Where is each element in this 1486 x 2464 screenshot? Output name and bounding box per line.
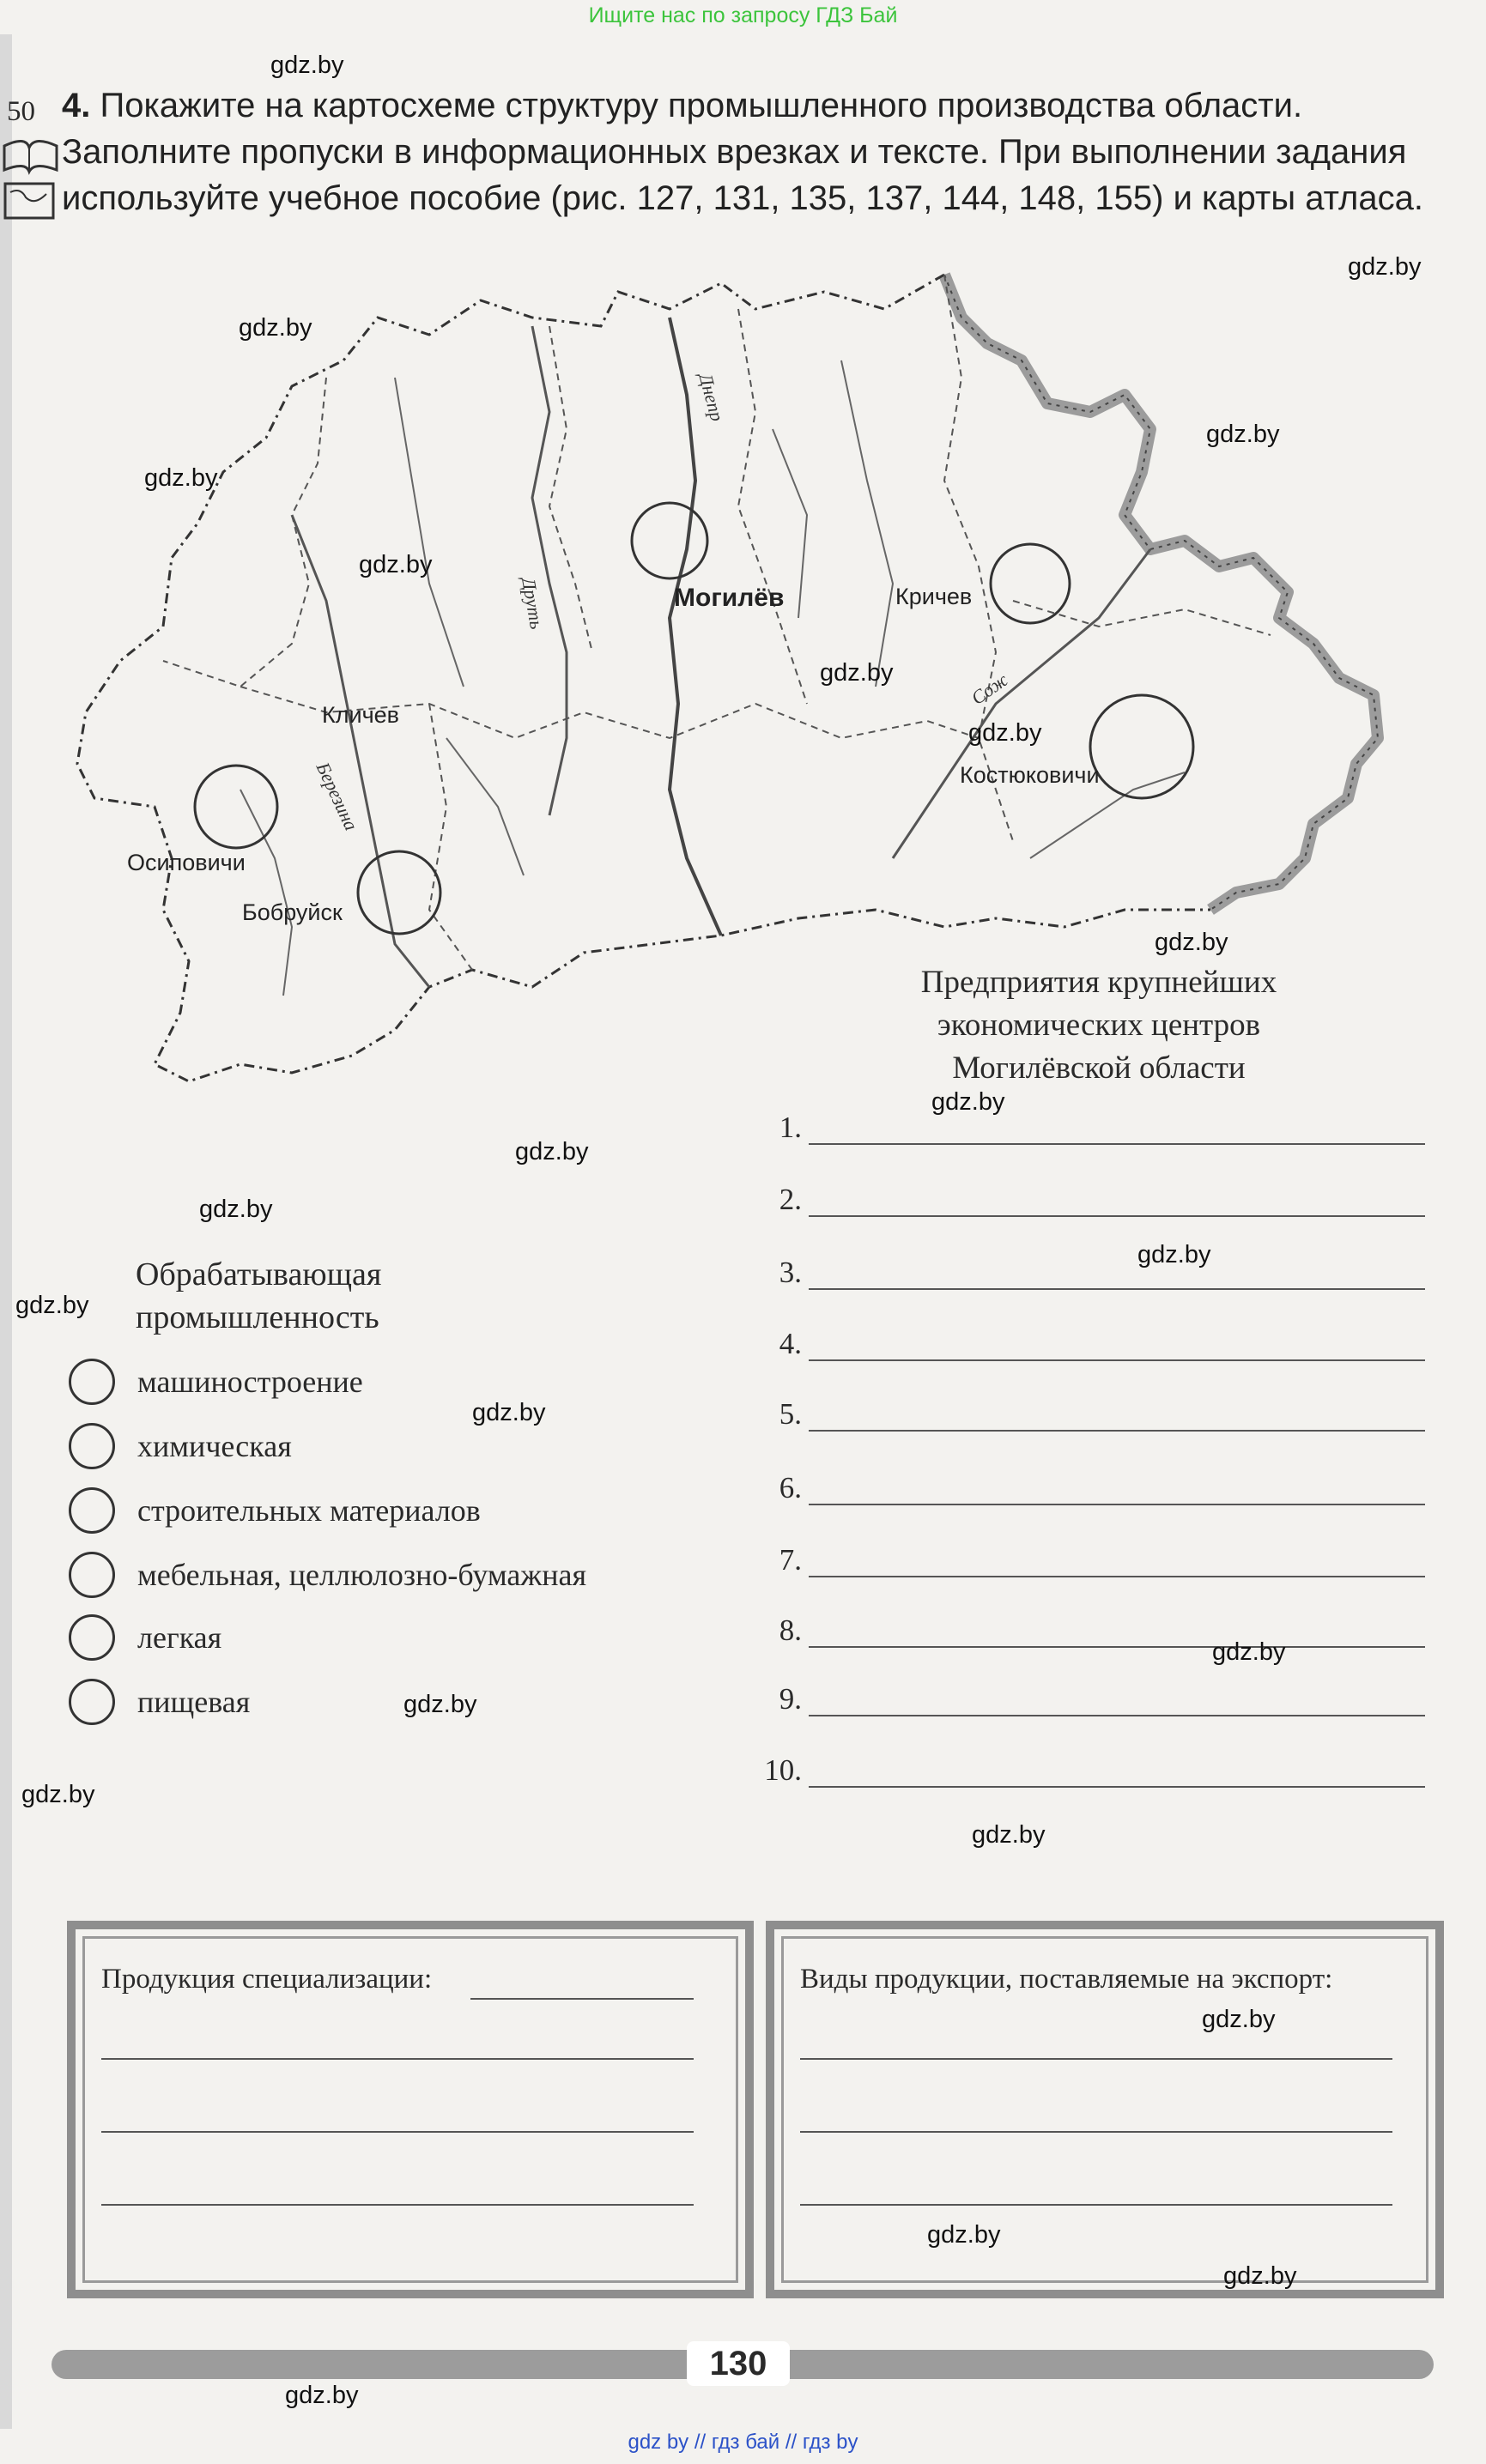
legend-circle[interactable] bbox=[69, 1679, 115, 1725]
watermark: gdz.by bbox=[239, 314, 312, 342]
legend-item: легкая bbox=[69, 1612, 221, 1663]
enterprise-line-2[interactable]: 2. bbox=[755, 1176, 1425, 1217]
bottom-banner[interactable]: gdz by // гдз бай // гдз by bbox=[628, 2431, 858, 2454]
legend-item: машиностроение bbox=[69, 1356, 363, 1408]
watermark: gdz.by bbox=[1348, 253, 1422, 281]
watermark: gdz.by bbox=[270, 51, 344, 79]
enterprise-line-9[interactable]: 9. bbox=[755, 1675, 1425, 1716]
circle-kostyukovichi bbox=[1090, 695, 1193, 798]
legend-item: мебельная, целлюлозно-бумажная bbox=[69, 1549, 586, 1601]
footer-page-number: 130 bbox=[687, 2341, 790, 2386]
watermark: gdz.by bbox=[1223, 2262, 1297, 2290]
river-label-sozh: Сож bbox=[967, 669, 1012, 709]
watermark: gdz.by bbox=[403, 1691, 477, 1718]
watermark: gdz.by bbox=[15, 1292, 89, 1319]
legend-title: Обрабатывающая промышленность bbox=[136, 1256, 382, 1335]
circle-osipovichi bbox=[195, 766, 277, 848]
task-text bbox=[62, 82, 1453, 221]
watermark: gdz.by bbox=[21, 1781, 95, 1808]
circle-mogilev bbox=[632, 503, 707, 578]
river-label-drut: Друть bbox=[518, 576, 549, 631]
circle-bobruisk bbox=[358, 851, 440, 934]
watermark: gdz.by bbox=[285, 2382, 359, 2409]
answer-line[interactable] bbox=[101, 2204, 694, 2206]
enterprise-line-1[interactable]: 1. bbox=[755, 1104, 1425, 1145]
watermark: gdz.by bbox=[1206, 421, 1280, 448]
city-bobruisk: Бобруйск bbox=[242, 899, 343, 925]
page-number: 50 bbox=[7, 96, 35, 127]
city-klichev: Кличев bbox=[322, 702, 399, 728]
enterprise-line-5[interactable]: 5. bbox=[755, 1390, 1425, 1432]
specialization-box bbox=[67, 1921, 754, 2298]
circle-krichev bbox=[991, 544, 1070, 623]
watermark: gdz.by bbox=[472, 1399, 546, 1426]
city-krichev: Кричев bbox=[895, 584, 973, 609]
enterprise-line-4[interactable]: 4. bbox=[755, 1320, 1425, 1361]
watermark: gdz.by bbox=[931, 1088, 1005, 1116]
legend-circle[interactable] bbox=[69, 1423, 115, 1469]
task-number: 4. bbox=[62, 87, 91, 124]
answer-line[interactable] bbox=[101, 2131, 694, 2133]
city-mogilev: Могилёв bbox=[674, 584, 785, 612]
enterprises-title: Предприятия крупнейших экономических центров Могилёвской области bbox=[920, 965, 1277, 1086]
city-kostyukovichi: Костюковичи bbox=[960, 762, 1100, 788]
textbook-icon bbox=[0, 129, 60, 223]
enterprise-line-8[interactable]: 8. bbox=[755, 1607, 1425, 1648]
enterprise-line-10[interactable]: 10. bbox=[755, 1747, 1425, 1788]
state-border bbox=[944, 275, 1378, 910]
legend-item: химическая bbox=[69, 1420, 292, 1472]
watermark: gdz.by bbox=[1202, 2006, 1276, 2033]
export-box bbox=[766, 1921, 1444, 2298]
watermark: gdz.by bbox=[968, 719, 1042, 747]
legend-item: пищевая bbox=[69, 1676, 250, 1728]
watermark: gdz.by bbox=[972, 1821, 1046, 1849]
enterprise-line-6[interactable]: 6. bbox=[755, 1464, 1425, 1505]
city-osipovichi: Осиповичи bbox=[127, 850, 246, 875]
page-edge bbox=[0, 34, 12, 2429]
watermark: gdz.by bbox=[359, 551, 433, 578]
watermark: gdz.by bbox=[1212, 1638, 1286, 1666]
answer-line[interactable] bbox=[470, 1998, 694, 2000]
watermark: gdz.by bbox=[820, 659, 894, 687]
export-label: Виды продукции, поставляемые на экспорт: bbox=[800, 1964, 1333, 1995]
answer-line[interactable] bbox=[800, 2058, 1392, 2060]
task-body: Покажите на картосхеме структуру промышленного производства области. Заполните пропуски в информационных врезках и тексте. При выполнении задания используйте учебное пособие (рис. 127, 131, 135, 137, 144, 148, 155) и карты атласа. bbox=[62, 87, 1423, 217]
answer-line[interactable] bbox=[800, 2131, 1392, 2133]
enterprise-line-3[interactable]: 3. bbox=[755, 1249, 1425, 1290]
river-label-dnieper: Днепр bbox=[694, 371, 729, 424]
legend-circle[interactable] bbox=[69, 1359, 115, 1405]
watermark: gdz.by bbox=[927, 2221, 1001, 2249]
top-banner[interactable]: Ищите нас по запросу ГДЗ Бай bbox=[588, 3, 898, 27]
legend-item: строительных материалов bbox=[69, 1485, 481, 1536]
answer-line[interactable] bbox=[101, 2058, 694, 2060]
river-label-berezina: Березина bbox=[312, 759, 363, 834]
watermark: gdz.by bbox=[199, 1196, 273, 1223]
answer-line[interactable] bbox=[800, 2204, 1392, 2206]
legend-circle[interactable] bbox=[69, 1552, 115, 1598]
enterprise-line-7[interactable]: 7. bbox=[755, 1536, 1425, 1577]
watermark: gdz.by bbox=[144, 464, 218, 492]
specialization-label: Продукция специализации: bbox=[101, 1964, 433, 1995]
watermark: gdz.by bbox=[515, 1138, 589, 1165]
legend-circle[interactable] bbox=[69, 1487, 115, 1534]
watermark: gdz.by bbox=[1137, 1241, 1211, 1268]
watermark: gdz.by bbox=[1155, 929, 1228, 956]
legend-circle[interactable] bbox=[69, 1614, 115, 1661]
